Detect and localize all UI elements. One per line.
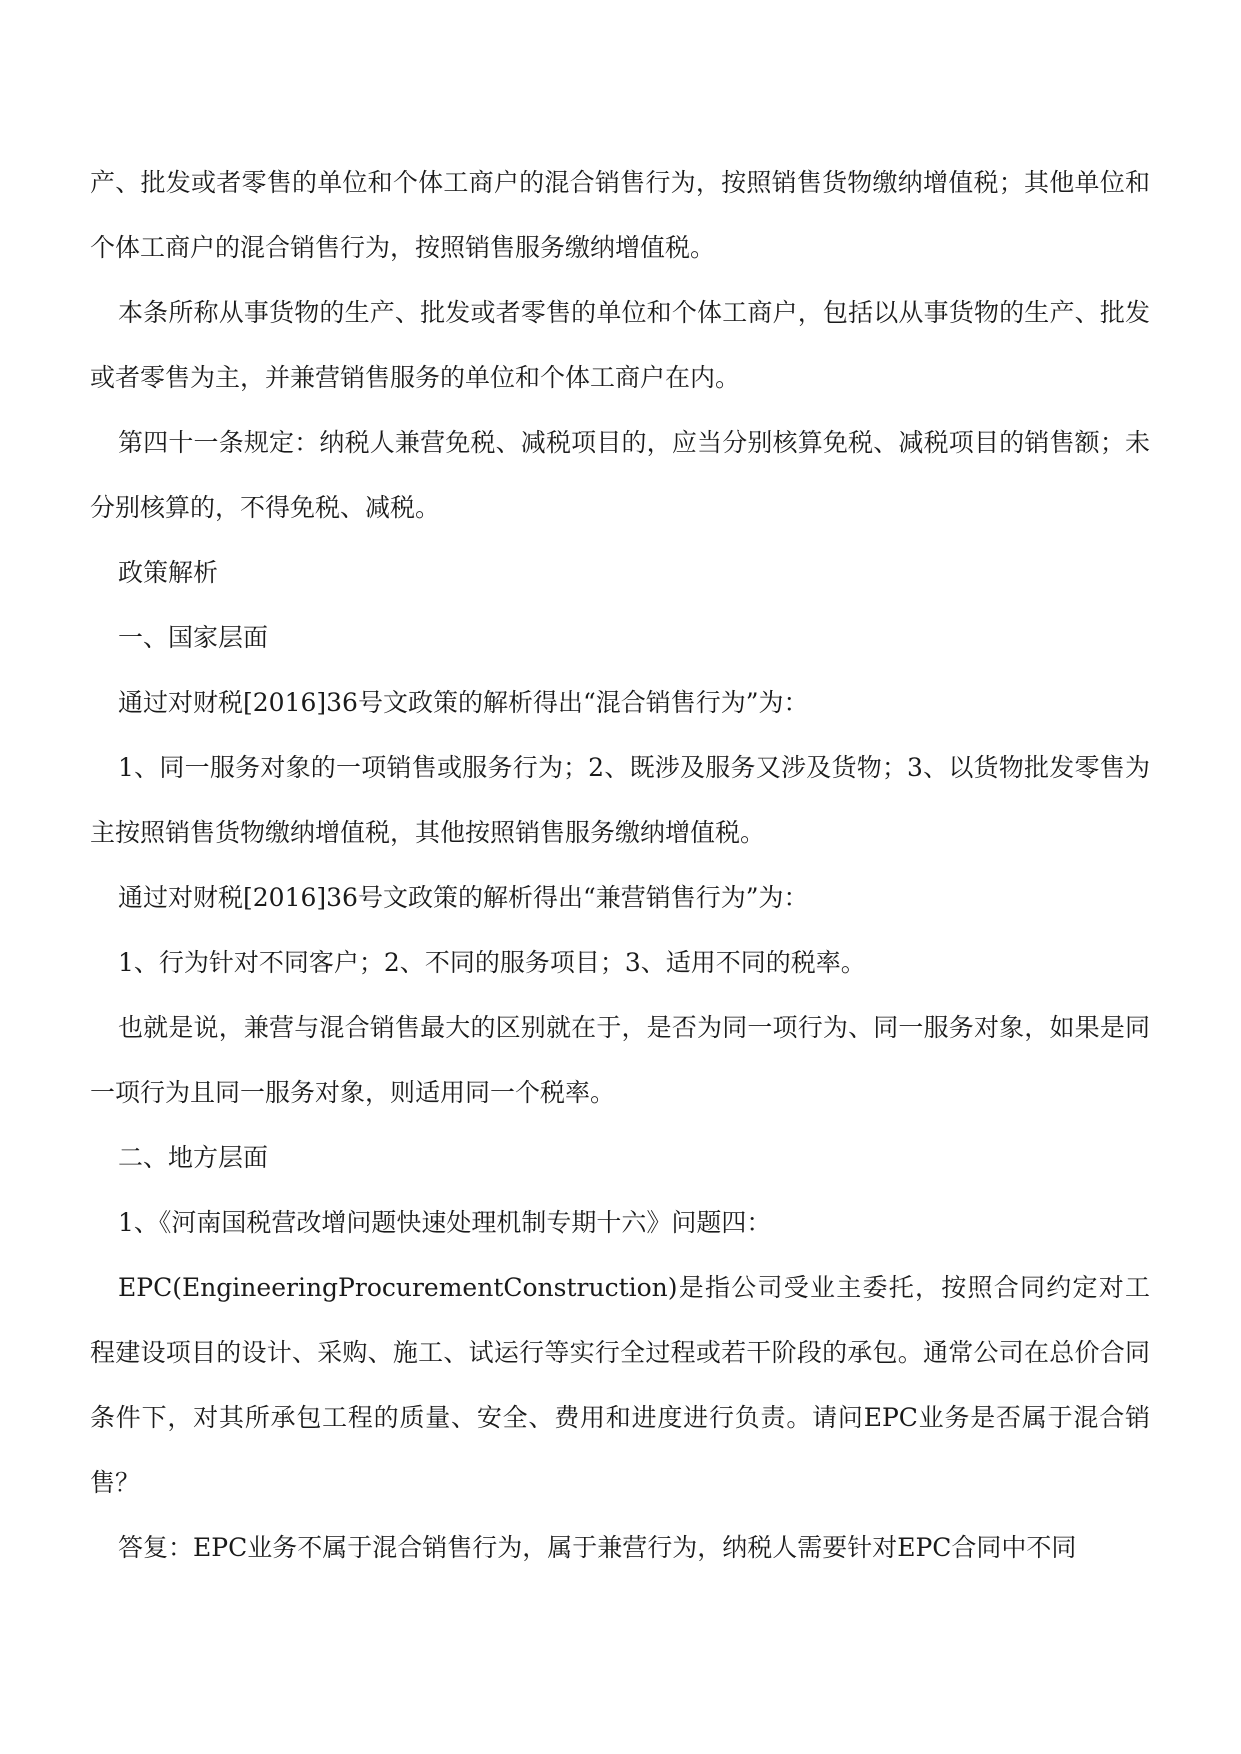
subheading-local-level: 二、地方层面 <box>118 1143 269 1172</box>
paragraph-mixed-sales-points: 1、同一服务对象的一项销售或服务行为；2、既涉及服务又涉及货物；3、以货物批发零售为主按照销售货物缴纳增值税，其他按照销售服务缴纳增值税。 <box>90 753 1150 847</box>
paragraph-difference-summary: 也就是说，兼营与混合销售最大的区别就在于，是否为同一项行为、同一服务对象，如果是同一项行为且同一服务对象，则适用同一个税率。 <box>90 1013 1150 1107</box>
paragraph-concurrent-sales-intro: 通过对财税[2016]36号文政策的解析得出“兼营销售行为”为： <box>118 883 809 912</box>
subheading-national-level: 一、国家层面 <box>118 623 269 652</box>
paragraph-definition: 本条所称从事货物的生产、批发或者零售的单位和个体工商户，包括以从事货物的生产、批发或者零售为主，并兼营销售服务的单位和个体工商户在内。 <box>90 298 1150 392</box>
paragraph-continuation: 产、批发或者零售的单位和个体工商户的混合销售行为，按照销售货物缴纳增值税；其他单位和个体工商户的混合销售行为，按照销售服务缴纳增值税。 <box>90 168 1150 262</box>
paragraph-epc-question: EPC(EngineeringProcurementConstruction)是指公司受业主委托，按照合同约定对工程建设项目的设计、采购、施工、试运行等实行全过程或若干阶段的承包。通常公司在总价合同条件下，对其所承包工程的质量、安全、费用和进度进行负责。请问EPC业务是否属于混合销售？ <box>90 1273 1150 1497</box>
paragraph-mixed-sales-intro: 通过对财税[2016]36号文政策的解析得出“混合销售行为”为： <box>118 688 809 717</box>
paragraph-henan-question-title: 1、《河南国税营改增问题快速处理机制专期十六》问题四： <box>118 1208 772 1237</box>
section-heading-policy-analysis: 政策解析 <box>118 558 219 587</box>
paragraph-epc-answer: 答复：EPC业务不属于混合销售行为，属于兼营行为，纳税人需要针对EPC合同中不同 <box>118 1533 1077 1562</box>
paragraph-concurrent-sales-points: 1、行为针对不同客户；2、不同的服务项目；3、适用不同的税率。 <box>118 948 866 977</box>
paragraph-article-41: 第四十一条规定：纳税人兼营免税、减税项目的，应当分别核算免税、减税项目的销售额；未分别核算的，不得免税、减税。 <box>90 428 1150 522</box>
document-page <box>90 150 1150 1580</box>
